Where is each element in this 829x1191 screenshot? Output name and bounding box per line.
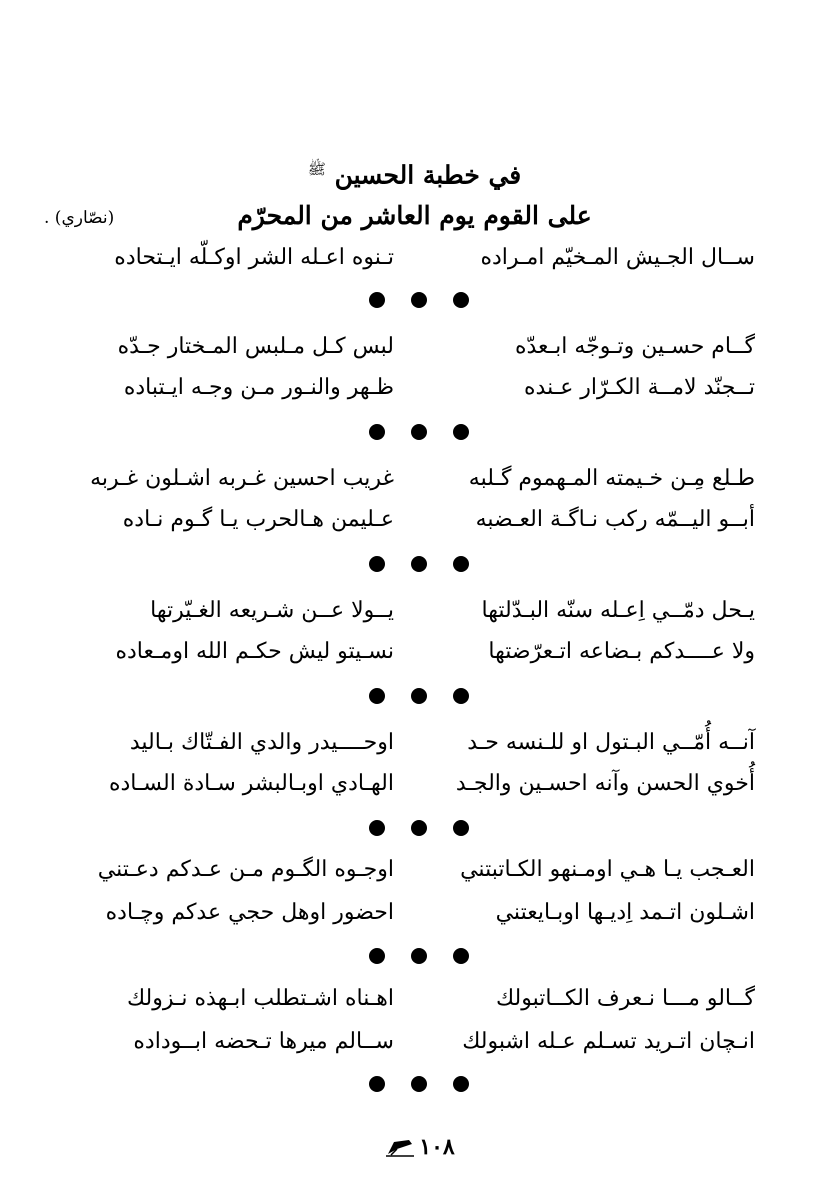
verse-second-hemistich: الهـادي اوبـالبشر سـادة السـاده bbox=[108, 771, 394, 796]
verse-second-hemistich: عـليمن هـالحرب يـا گـوم نـاده bbox=[122, 507, 394, 532]
verse-first-hemistich: يـحل دمّــي اِعـله سنّه البـدّلتها bbox=[481, 598, 755, 623]
separator-dot bbox=[369, 1076, 385, 1092]
separator-dot bbox=[411, 948, 427, 964]
stanza-separator bbox=[369, 687, 469, 705]
verse-first-hemistich: تــجنّد لامــة الكـرّار عـنده bbox=[524, 375, 755, 400]
verse-first-hemistich: آنــه أُمّــي البـتول او للـنسه حـد bbox=[467, 730, 755, 755]
verse-first-hemistich: اشـلون اتـمد اِديـها اوبـايعتني bbox=[495, 900, 755, 925]
verse-second-hemistich: اوجـوه الگـوم مـن عـدكم دعـتني bbox=[97, 857, 394, 882]
verse-second-hemistich: غريب احسين غـربه اشـلون غـربه bbox=[90, 466, 394, 491]
separator-dot bbox=[453, 292, 469, 308]
separator-dot bbox=[453, 948, 469, 964]
separator-dot bbox=[411, 688, 427, 704]
verse-second-hemistich: تـنوه اعـله الشر اوكـلّه ايـتحاده bbox=[114, 245, 394, 270]
page-subtitle: على القوم يوم العاشر من المحرّم bbox=[237, 201, 592, 230]
verse-first-hemistich: أُخوي الحسن وآنه احسـين والجـد bbox=[455, 771, 755, 796]
stanza-separator bbox=[369, 555, 469, 573]
stanza-separator bbox=[369, 291, 469, 309]
separator-dot bbox=[453, 424, 469, 440]
verse-second-hemistich: اوحــــيدر والدي الفـتّاك بـاليد bbox=[129, 730, 394, 755]
separator-dot bbox=[453, 556, 469, 572]
verse-second-hemistich: احضور اوهل حجي عدكم وچـاده bbox=[105, 900, 394, 925]
verse-first-hemistich: طـلع مِـن خـيمته المـهموم گـلبه bbox=[468, 466, 755, 491]
separator-dot bbox=[369, 820, 385, 836]
separator-dot bbox=[453, 820, 469, 836]
melody-label: (نصّاري) . bbox=[44, 208, 115, 228]
verse-first-hemistich: أبــو اليــمّه ركب نـاگـة العـضبه bbox=[475, 507, 755, 532]
verse-first-hemistich: انـچان اتـريد تسـلم عـله اشبولك bbox=[462, 1029, 755, 1054]
verse-second-hemistich: اهـناه اشـتطلب ابـهذه نـزولك bbox=[126, 986, 394, 1011]
verse-second-hemistich: يــولا عــن شـريعه الغـيّرتها bbox=[150, 598, 394, 623]
stanza-separator bbox=[369, 1075, 469, 1093]
page-footer bbox=[370, 1132, 470, 1162]
page-title bbox=[0, 152, 829, 192]
separator-dot bbox=[369, 424, 385, 440]
verse-first-hemistich: العـجب يـا هـي اومـنهو الكـاتبتني bbox=[460, 857, 755, 882]
stanza-separator bbox=[369, 819, 469, 837]
verse-first-hemistich: گــام حسـين وتـوجّه ابـعدّه bbox=[514, 334, 755, 359]
page-number: ١٠٨ bbox=[419, 1134, 455, 1160]
verse-first-hemistich: ولا عــــدكم بـضاعه اتـعرّضتها bbox=[488, 639, 755, 664]
verse-second-hemistich: ظـهر والنـور مـن وجـه ايـتباده bbox=[123, 375, 394, 400]
separator-dot bbox=[369, 556, 385, 572]
separator-dot bbox=[453, 1076, 469, 1092]
stanza-separator bbox=[369, 423, 469, 441]
verse-second-hemistich: لبس كـل مـلبس المـختار جـدّه bbox=[117, 334, 394, 359]
separator-dot bbox=[411, 424, 427, 440]
separator-dot bbox=[453, 688, 469, 704]
title-text: في خطبة الحسين bbox=[334, 160, 522, 190]
verse-second-hemistich: نسـيتو ليش حكـم الله اومـعاده bbox=[115, 639, 394, 664]
separator-dot bbox=[411, 1076, 427, 1092]
verse-first-hemistich: گــالو مـــا نـعرف الكــاتبولك bbox=[496, 986, 755, 1011]
stanza-separator bbox=[369, 947, 469, 965]
separator-dot bbox=[411, 292, 427, 308]
separator-dot bbox=[411, 556, 427, 572]
pen-icon bbox=[385, 1137, 415, 1157]
separator-dot bbox=[369, 948, 385, 964]
separator-dot bbox=[411, 820, 427, 836]
separator-dot bbox=[369, 688, 385, 704]
verse-second-hemistich: ســالم ميرها تـحضه ابــوداده bbox=[133, 1029, 394, 1054]
honorific-glyph: ﷺ bbox=[307, 160, 326, 178]
separator-dot bbox=[369, 292, 385, 308]
verse-first-hemistich: ســال الجـيش المـخيّم امـراده bbox=[480, 245, 755, 270]
